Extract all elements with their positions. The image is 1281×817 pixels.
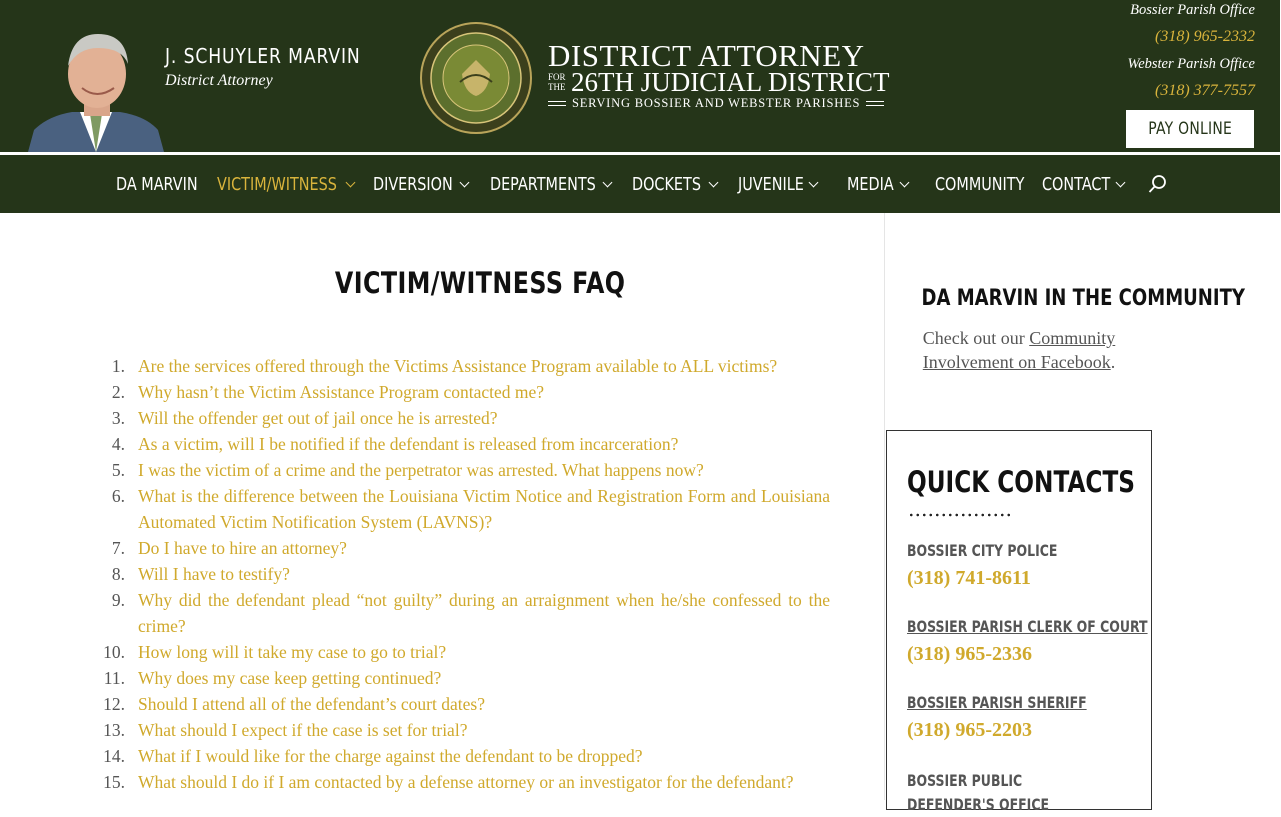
faq-question-link[interactable]: What is the difference between the Louisiana Victim Notice and Registration Form and Louisiana Automated Victim Notification System (LAVNS)? [138,486,830,532]
faq-question-link[interactable]: What should I expect if the case is set for trial? [138,720,468,740]
faq-item-number: 9. [111,590,125,610]
faq-question-link[interactable]: As a victim, will I be notified if the defendant is released from incarceration? [138,434,679,454]
faq-question-link[interactable]: Will the offender get out of jail once he is arrested? [138,408,498,428]
chevron-down-icon [709,177,719,187]
nav-label: MEDIA [847,173,894,195]
community-text-prefix: Check out our [922,328,1030,348]
office-for-text: FOR [548,72,566,82]
da-portrait-image [28,30,164,152]
faq-item [100,717,830,743]
webster-office-phone[interactable]: (318) 377-7557 [1155,82,1255,99]
chevron-down-icon [900,177,910,187]
chevron-down-icon [603,177,613,187]
quick-contact-label-text: BOSSIER PUBLIC DEFENDER'S OFFICE [907,771,1050,814]
faq-item [100,691,830,717]
quick-contact-phone[interactable]: (318) 741-8611 [907,567,1031,589]
quick-contacts-title [907,465,1192,499]
faq-question-link[interactable]: Will I have to testify? [138,564,290,584]
site-header [0,0,1280,152]
faq-question-link[interactable]: Do I have to hire an attorney? [138,538,347,558]
community-text-suffix: . [1110,352,1116,372]
faq-item [100,665,830,691]
page-title [300,266,660,300]
quick-contacts-title-text: QUICK CONTACTS [907,465,1135,499]
faq-item [100,743,830,769]
faq-item-number: 6. [111,486,125,506]
office-subtitle-text: SERVING BOSSIER AND WEBSTER PARISHES [572,96,861,110]
faq-item-number: 13. [103,720,125,740]
faq-item-number: 12. [103,694,125,714]
faq-item [100,535,830,561]
nav-label: DIVERSION [373,173,453,195]
office-subtitle [548,96,884,111]
subtitle-rule-left [548,101,566,106]
faq-item [100,483,830,535]
faq-item-number: 4. [111,434,125,454]
faq-item [100,353,830,379]
nav-label: VICTIM/WITNESS [217,173,337,195]
faq-item [100,405,830,431]
quick-contact-link[interactable] [907,693,1137,712]
chevron-down-icon [345,177,355,187]
quick-contacts-widget [886,430,1152,814]
faq-item-number: 8. [111,564,125,584]
quick-contact-label-text: BOSSIER PARISH CLERK OF COURT [907,617,1148,636]
nav-label: DOCKETS [632,173,701,195]
da-name: J. SCHUYLER MARVIN [165,44,361,68]
quick-contact-phone[interactable]: (318) 965-2203 [907,719,1032,741]
office-district: 26TH JUDICIAL DISTRICT [571,67,890,97]
quick-contact-label-text: BOSSIER CITY POLICE [907,541,1058,560]
faq-item-number: 14. [103,746,125,766]
quick-contact-link[interactable] [907,617,1215,636]
faq-item [100,769,830,795]
page-title-text: VICTIM/WITNESS FAQ [334,266,626,300]
faq-question-link[interactable]: Are the services offered through the Victims Assistance Program available to ALL victims? [138,356,778,376]
faq-item [100,639,830,665]
nav-label: DEPARTMENTS [490,173,596,195]
faq-question-link[interactable]: Why did the defendant plead “not guilty” during an arraignment when he/she confessed to the crime? [138,590,830,636]
faq-item-number: 10. [103,642,125,662]
da-office-seal-logo[interactable] [420,22,532,134]
faq-item [100,379,830,405]
faq-item-number: 11. [103,668,125,688]
office-title: DISTRICT ATTORNEY [548,38,865,73]
faq-item-number: 1. [111,356,125,376]
pay-online-label: PAY ONLINE [1148,119,1232,139]
faq-question-link[interactable]: Why hasn’t the Victim Assistance Program contacted me? [138,382,545,402]
quick-contact-label [907,769,1147,817]
faq-question-link[interactable]: What if I would like for the charge against the defendant to be dropped? [138,746,643,766]
faq-item [100,457,830,483]
community-title-text: DA MARVIN IN THE COMMUNITY [921,286,1245,311]
office-for-the [548,72,566,92]
nav-item-contact[interactable] [1042,155,1124,213]
chevron-down-icon [459,177,469,187]
webster-office-label: Webster Parish Office [1127,56,1255,72]
sidebar-divider [884,213,885,800]
community-widget-text [896,326,1142,374]
community-widget-title [886,286,1245,311]
main-nav [0,155,1280,213]
quick-contact-label-text: BOSSIER PARISH SHERIFF [907,693,1087,712]
office-the-text: THE [548,82,566,92]
nav-label: CONTACT [1042,173,1111,195]
nav-item-victim-witness[interactable] [217,155,354,213]
bossier-office-phone[interactable]: (318) 965-2332 [1155,28,1255,45]
bossier-office-label: Bossier Parish Office [1130,2,1255,18]
quick-contact-label [907,541,1100,560]
faq-list [100,353,830,795]
faq-item-number: 5. [111,460,125,480]
nav-item-media[interactable] [847,155,908,213]
faq-item-number: 7. [111,538,125,558]
faq-item [100,561,830,587]
faq-question-link[interactable]: Should I attend all of the defendant’s court dates? [138,694,485,714]
dotted-divider [908,513,1012,517]
faq-item-number: 15. [103,772,125,792]
faq-item [100,587,830,639]
faq-item [100,431,830,457]
subtitle-rule-right [866,101,884,106]
search-icon[interactable] [1148,174,1168,194]
chevron-down-icon [1116,177,1126,187]
faq-item-number: 2. [111,382,125,402]
faq-item-number: 3. [111,408,125,428]
quick-contact-phone[interactable]: (318) 965-2336 [907,643,1032,665]
faq-question-link[interactable]: How long will it take my case to go to trial? [138,642,447,662]
nav-label: COMMUNITY [935,173,1025,195]
faq-question-link[interactable]: What should I do if I am contacted by a defense attorney or an investigator for the defendant? [138,772,794,792]
nav-item-departments[interactable] [490,155,611,213]
nav-label: DA MARVIN [116,173,198,195]
nav-item-diversion[interactable] [373,155,468,213]
nav-item-dockets[interactable] [632,155,717,213]
nav-item-community[interactable] [935,155,1047,213]
faq-question-link[interactable]: I was the victim of a crime and the perpetrator was arrested. What happens now? [138,460,704,480]
da-role: District Attorney [165,72,273,89]
nav-item-juvenile[interactable] [738,155,817,213]
pay-online-button[interactable] [1126,110,1254,148]
faq-question-link[interactable]: Why does my case keep getting continued? [138,668,442,688]
community-facebook-link[interactable]: Community Involvement on Facebook [922,328,1116,372]
nav-label: JUVENILE [738,173,804,195]
nav-item-da-marvin[interactable] [116,155,218,213]
chevron-down-icon [809,177,819,187]
